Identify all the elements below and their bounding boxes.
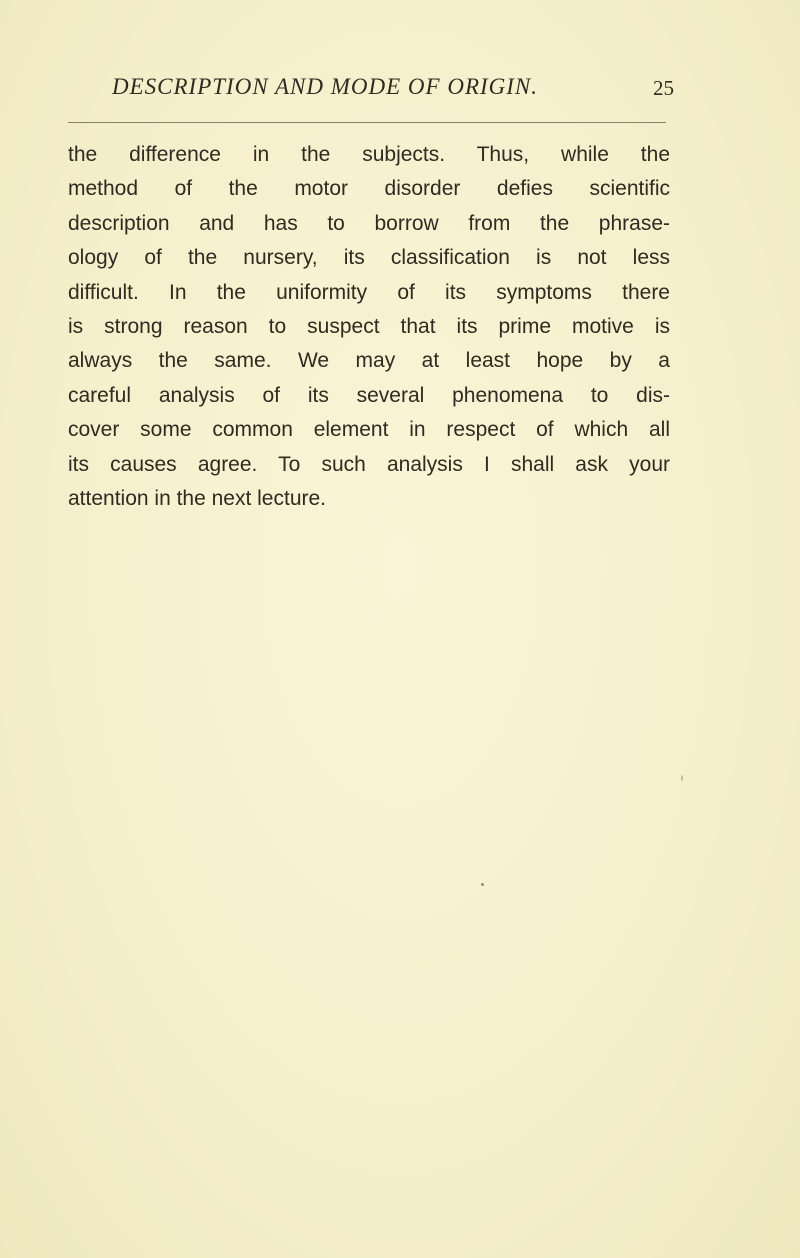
text-line: the difference in the subjects. Thus, while the [68, 143, 670, 166]
text-line: method of the motor disorder defies scientific [68, 177, 670, 201]
paper-speck [481, 883, 484, 886]
body-paragraph [68, 138, 670, 516]
page-number: 25 [653, 76, 674, 100]
text-line: ology of the nursery, its classification is not less [68, 246, 670, 270]
text-line: description and has to borrow from the phrase- [68, 211, 670, 235]
text-line: is strong reason to suspect that its prime motive is [68, 314, 670, 338]
text-line: always the same. We may at least hope by a [68, 349, 670, 373]
text-line: its causes agree. To such analysis I shall ask your [68, 452, 670, 476]
text-line-last: attention in the next lecture. [68, 486, 326, 510]
paper-speck [681, 775, 683, 781]
header-rule [68, 122, 666, 123]
running-head [68, 74, 682, 108]
text-line: careful analysis of its several phenomena to dis- [68, 383, 670, 407]
text-line: difficult. In the uniformity of its symptoms there [68, 280, 670, 304]
text-line: cover some common element in respect of which all [68, 418, 670, 442]
running-head-title: DESCRIPTION AND MODE OF ORIGIN. [112, 74, 539, 99]
